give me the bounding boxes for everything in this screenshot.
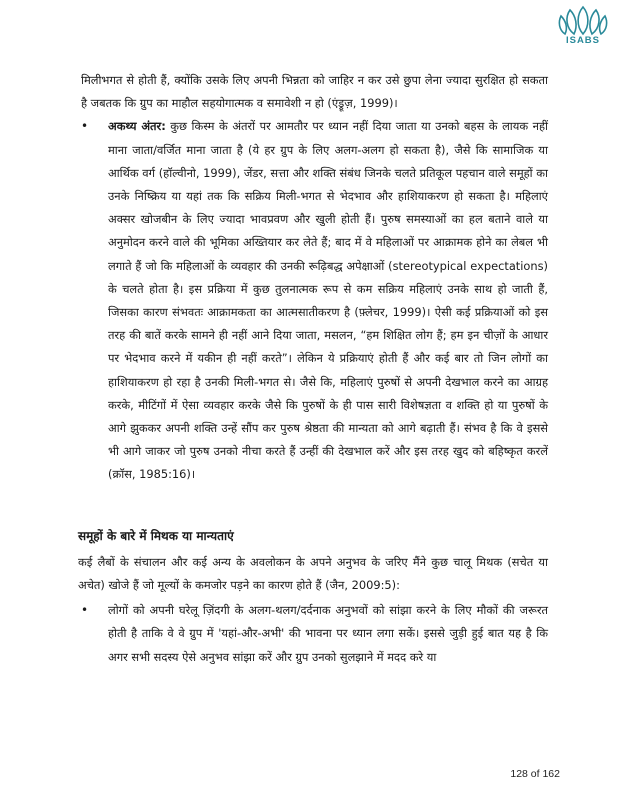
lotus-figures-icon <box>556 4 610 36</box>
list-item-text: लोगों को अपनी घरेलू ज़िंदगी के अलग-थलग/दर्दनाक अनुभवों को सांझा करने के लिए मौकों की जरूरत होती है ताकि वे वे ग्रुप में 'यहां-और-अभी' की भावना पर ध्यान लगा सकें। इससे जुड़ी हुई बात यह है कि अगर सभी सदस्य ऐसे अनुभव सांझा करें और ग्रुप उनको सुलझाने में मदद करे या <box>108 603 548 664</box>
bullet-icon: • <box>81 119 89 134</box>
term-label: अकथ्य अंतर: <box>108 119 166 134</box>
list-item <box>78 599 548 669</box>
bullet-list-2 <box>78 599 548 669</box>
intro-paragraph: कई लैबों के संचालन और कई अन्य के अवलोकन के अपने अनुभव के जरिए मैंने कुछ चालू मिथक (सचेत या अचेत) खोजे हैं जो मूल्यों के कमजोर पड़ने का कारण होते हैं (जैन, 2009:5): <box>78 554 548 593</box>
page-number: 128 of 162 <box>510 768 560 780</box>
list-item-text: कुछ किस्म के अंतरों पर आमतौर पर ध्यान नहीं दिया जाता या उनको बहस के लायक नहीं माना जाता/वर्जित माना जाता है (ये हर ग्रुप के लिए अलग-अलग हो सकता है), जैसे कि सामाजिक या आर्थिक वर्ग (हॉल्वीनो, 1999), जेंडर, सत्ता और शक्ति संबंध जिनके चलते प्रतिकूल पहचान वाले समूहों का उनके निष्क्रिय या यहां तक कि सक्रिय मिली-भगत से भेदभाव और हाशियाकरण हो सकता है। महिलाएं अक्सर खोजबीन के लिए ज्यादा भावप्रवण और खुली होती हैं। पुरुष समस्याओं का हल बताने वाले या अनुमोदन करने वाले की भूमिका अख्तियार कर लेते हैं; बाद में वे महिलाओं पर आक्रामक होने का लेबल भी लगाते हैं जो कि महिलाओं के व्यवहार की उनकी रूढ़िबद्ध अपेक्षाओं (stereotypical expectations) के चलते होता है। इस प्रक्रिया में कुछ तुलनात्मक रूप से कम सक्रिय महिलाएं उनके साथ हो जाती हैं, जिसका कारण संभवतः आक्रामकता का आत्मसातीकरण है (फ़्लेचर, 1999)। ऐसी कई प्रक्रियाओं को इस तरह की बातें करके सामने ही नहीं आने दिया जाता, मसलन, “हम शिक्षित लोग हैं; हम इन चीज़ों के आधार पर भेदभाव करने में यकीन ही नहीं करते”। लेकिन ये प्रक्रियाएं होती हैं और कई बार तो जिन लोगों का हाशियाकरण हो रहा है उनकी मिली-भगत से। जैसे कि, महिलाएं पुरुषों से अपनी देखभाल करने का आग्रह करके, मीटिंगों में ऐसा व्यवहार करके जैसे कि पुरुषों के ही पास सारी विशेषज्ञता व शक्ति हो या पुरुषों के आगे झुककर अपनी शक्ति उन्हें सौंप कर पुरुष श्रेष्ठता की मान्यता को आगे बढ़ाती हैं। संभव है कि वे इससे भी आगे जाकर जो पुरुष उनको नीचा करते हैं उन्हीं की देखभाल करें और इस तरह खुद को बहिष्कृत करलें (क्रॉस, 1985:16)। <box>108 119 548 482</box>
page-content <box>78 69 548 669</box>
bullet-list-1 <box>78 115 548 486</box>
list-item <box>78 115 548 486</box>
bullet-icon: • <box>81 603 89 618</box>
section-heading: समूहों के बारे में मिथक या मान्यताएं <box>78 528 234 543</box>
logo-text: ISABS <box>565 35 601 46</box>
isabs-logo <box>556 4 610 48</box>
continuation-paragraph: मिलीभगत से होती हैं, क्योंकि उसके लिए अपनी भिन्नता को जाहिर न कर उसे छुपा लेना ज्यादा सुरक्षित हो सकता है जबतक कि ग्रुप का माहौल सहयोगात्मक व समावेशी न हो (एंड्रूज़, 1999)। <box>81 73 548 111</box>
